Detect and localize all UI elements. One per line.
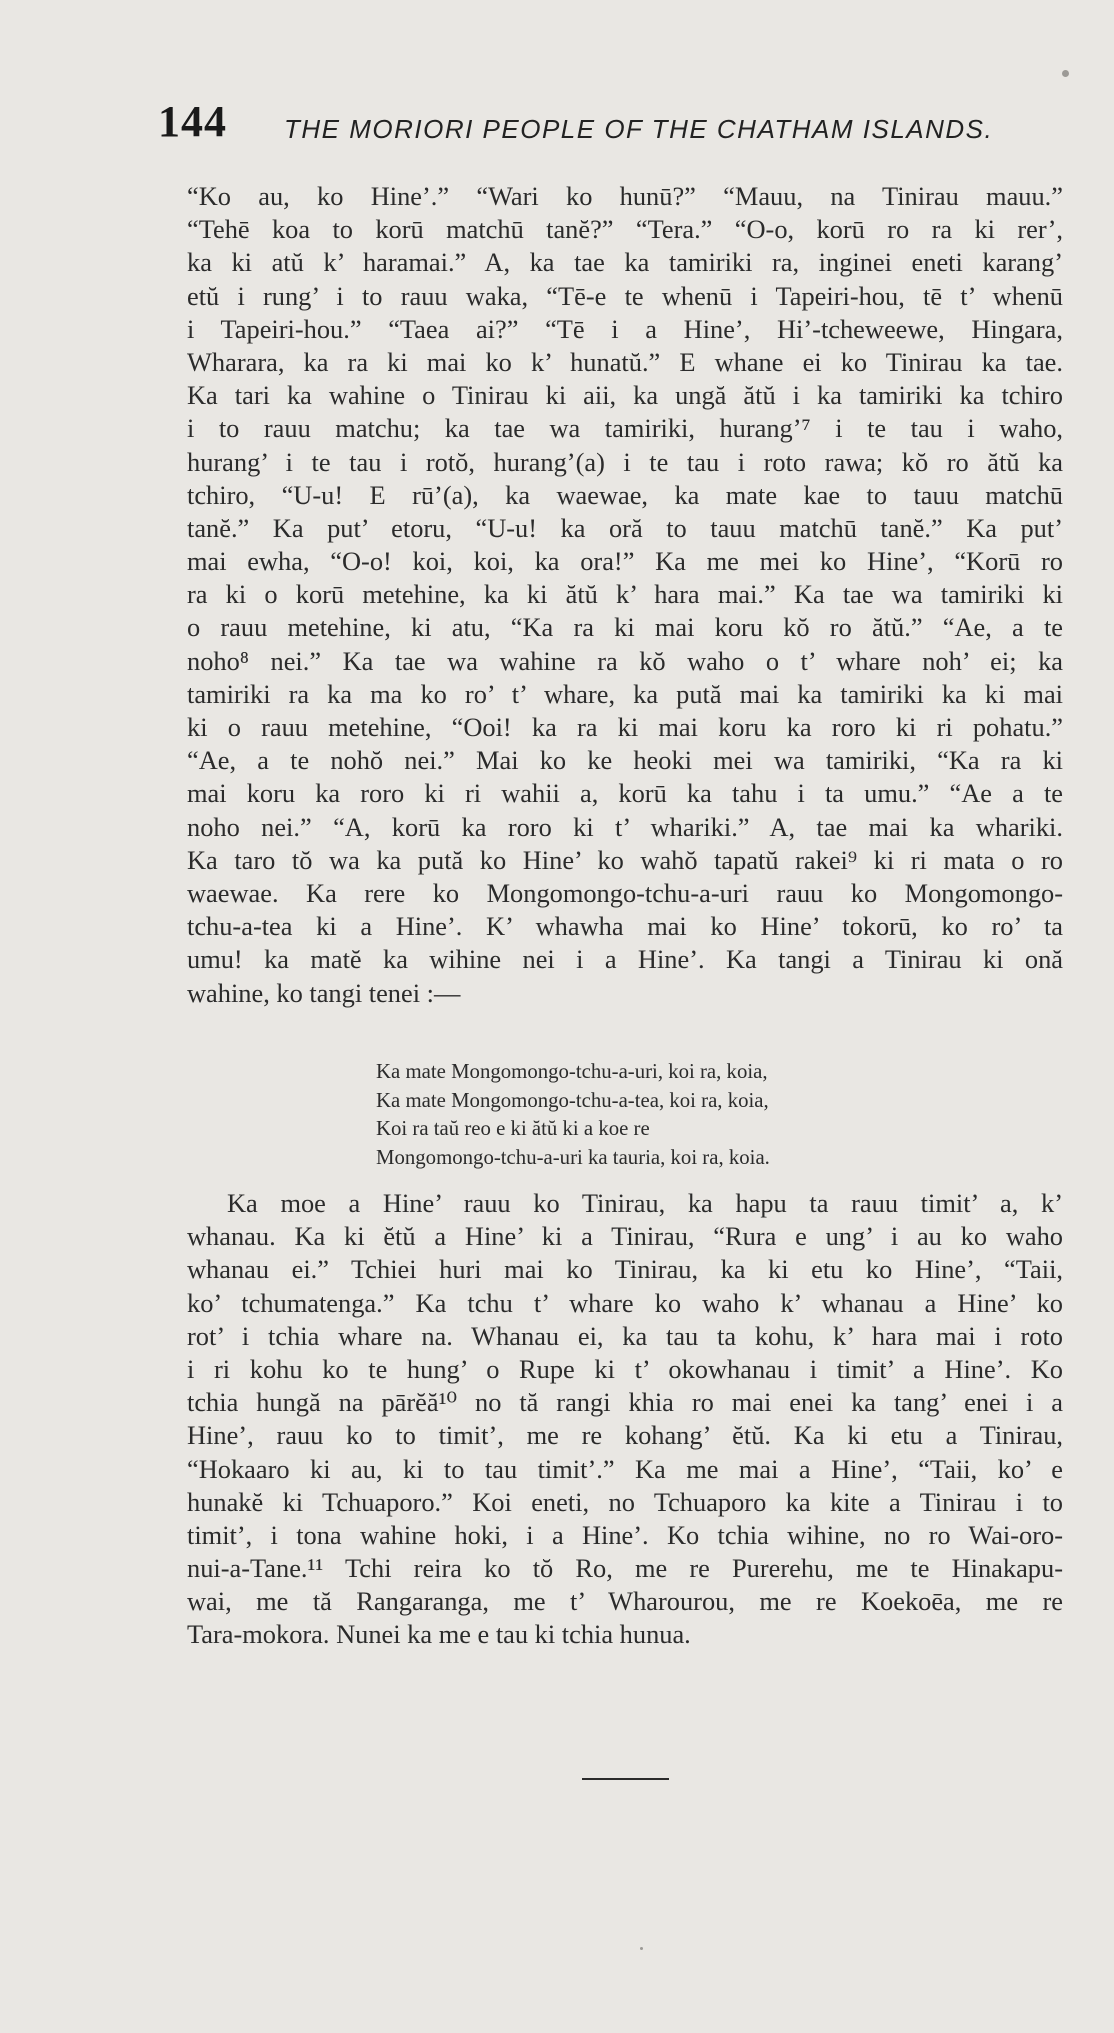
text-line: tchiro, “U-u! E rū’(a), ka waewae, ka mate kae to tauu matchū <box>187 479 1063 510</box>
text-line: ko’ tchumatenga.” Ka tchu t’ whare ko waho k’ whanau a Hine’ ko <box>187 1287 1063 1318</box>
text-line: i Tapeiri-hou.” “Taea ai?” “Tē i a Hine’, Hi’-tcheweewe, Hingara, <box>187 313 1063 344</box>
text-line: nui-a-Tane.¹¹ Tchi reira ko tŏ Ro, me re Purerehu, me te Hinakapu- <box>187 1553 1063 1584</box>
paper-speck <box>1062 70 1069 77</box>
paragraph-1 <box>187 180 1063 1010</box>
text-line: noho⁸ nei.” Ka tae wa wahine ra kŏ waho o t’ whare noh’ ei; ka <box>187 645 1063 676</box>
text-line: ka ki atŭ k’ haramai.” A, ka tae ka tamiriki ra, inginei eneti karang’ <box>187 247 1063 278</box>
text-line: rot’ i tchia whare na. Whanau ei, ka tau ta kohu, k’ hara mai i roto <box>187 1320 1063 1351</box>
text-line: etŭ i rung’ i to rauu waka, “Tē-e te whenū i Tapeiri-hou, tē t’ whenū <box>187 280 1063 311</box>
text-line: tchia hungă na pārĕă¹⁰ no tă rangi khia ro mai enei ka tang’ enei i a <box>187 1387 1063 1418</box>
text-line: i to rauu matchu; ka tae wa tamiriki, hurang’⁷ i te tau i waho, <box>187 413 1063 444</box>
verse-line: Ka mate Mongomongo-tchu-a-tea, koi ra, koia, <box>376 1088 769 1112</box>
verse-line: Mongomongo-tchu-a-uri ka tauria, koi ra, koia. <box>376 1145 770 1169</box>
text-line: whanau. Ka ki ĕtŭ a Hine’ ki a Tinirau, “Rura e ung’ i au ko waho <box>187 1221 1063 1252</box>
verse-block <box>376 1058 770 1172</box>
text-line: noho nei.” “A, korū ka roro ki t’ whariki.” A, tae mai ka whariki. <box>187 811 1063 842</box>
text-line: wai, me tă Rangaranga, me t’ Wharourou, me re Koekoēa, me re <box>187 1586 1063 1617</box>
text-line: waewae. Ka rere ko Mongomongo-tchu-a-uri rauu ko Mongomongo- <box>187 877 1063 908</box>
text-line: Wharara, ka ra ki mai ko k’ hunatŭ.” E whane ei ko Tinirau ka tae. <box>187 346 1063 377</box>
running-title: THE MORIORI PEOPLE OF THE CHATHAM ISLANDS. <box>284 114 994 144</box>
text-line: tamiriki ra ka ma ko ro’ t’ whare, ka pută mai ka tamiriki ka ki mai <box>187 678 1063 709</box>
text-line: o rauu metehine, ki atu, “Ka ra ki mai koru kŏ ro ătŭ.” “Ae, a te <box>187 612 1063 643</box>
text-line: Ka taro tŏ wa ka pută ko Hine’ ko wahŏ tapatŭ rakei⁹ ki ri mata o ro <box>187 844 1063 875</box>
text-line: “Ko au, ko Hine’.” “Wari ko hunū?” “Mauu, na Tinirau mauu.” <box>187 181 1063 211</box>
page-number: 144 <box>158 97 227 146</box>
text-line: i ri kohu ko te hung’ o Rupe ki t’ okowhanau i timit’ a Hine’. Ko <box>187 1353 1063 1384</box>
text-line: tchu-a-tea ki a Hine’. K’ whawha mai ko Hine’ tokorū, ko ro’ ta <box>187 911 1063 942</box>
verse-line: Koi ra taŭ reo e ki ătŭ ki a koe re <box>376 1117 650 1141</box>
text-line: hunakĕ ki Tchuaporo.” Koi eneti, no Tchuaporo ka kite a Tinirau i to <box>187 1486 1063 1517</box>
text-line: hurang’ i te tau i rotŏ, hurang’(a) i te tau i roto rawa; kŏ ro ătŭ ka <box>187 446 1063 477</box>
text-line: tanĕ.” Ka put’ etoru, “U-u! ka oră to tauu matchū tanĕ.” Ka put’ <box>187 512 1063 543</box>
text-line: timit’, i tona wahine hoki, i a Hine’. Ko tchia wihine, no ro Wai-oro- <box>187 1519 1063 1550</box>
text-line: mai koru ka roro ki ri wahii a, korū ka tahu i ta umu.” “Ae a te <box>187 778 1063 809</box>
text-line: Ka tari ka wahine o Tinirau ki aii, ka ungă ătŭ i ka tamiriki ka tchiro <box>187 380 1063 411</box>
text-line: mai ewha, “O-o! koi, koi, ka ora!” Ka me mei ko Hine’, “Korū ro <box>187 546 1063 577</box>
text-line: ki o rauu metehine, “Ooi! ka ra ki mai koru ka roro ki ri pohatu.” <box>187 712 1063 742</box>
text-line: ra ki o korū metehine, ka ki ătŭ k’ hara mai.” Ka tae wa tamiriki ki <box>187 579 1063 610</box>
text-line: whanau ei.” Tchiei huri mai ko Tinirau, ka ki etu ko Hine’, “Taii, <box>187 1254 1063 1285</box>
text-line: “Hokaaro ki au, ki to tau timit’.” Ka me mai a Hine’, “Taii, ko’ e <box>187 1453 1063 1484</box>
text-line: Hine’, rauu ko to timit’, me re kohang’ ĕtŭ. Ka ki etu a Tinirau, <box>187 1420 1063 1451</box>
text-line: wahine, ko tangi tenei :— <box>187 977 461 1008</box>
paragraph-2 <box>187 1187 1063 1652</box>
text-line: Ka moe a Hine’ rauu ko Tinirau, ka hapu ta rauu timit’ a, k’ <box>227 1188 1063 1218</box>
text-line: umu! ka matĕ ka wihine nei i a Hine’. Ka tangi a Tinirau ki onă <box>187 944 1063 975</box>
text-line: “Ae, a te nohŏ nei.” Mai ko ke heoki mei wa tamiriki, “Ka ra ki <box>187 745 1063 776</box>
paper-speck <box>640 1947 643 1950</box>
text-line: “Tehē koa to korū matchū tanĕ?” “Tera.” “O-o, korū ro ra ki rer’, <box>187 214 1063 245</box>
section-end-rule <box>582 1778 669 1780</box>
text-line: Tara-mokora. Nunei ka me e tau ki tchia hunua. <box>187 1619 691 1650</box>
verse-line: Ka mate Mongomongo-tchu-a-uri, koi ra, koia, <box>376 1060 768 1083</box>
